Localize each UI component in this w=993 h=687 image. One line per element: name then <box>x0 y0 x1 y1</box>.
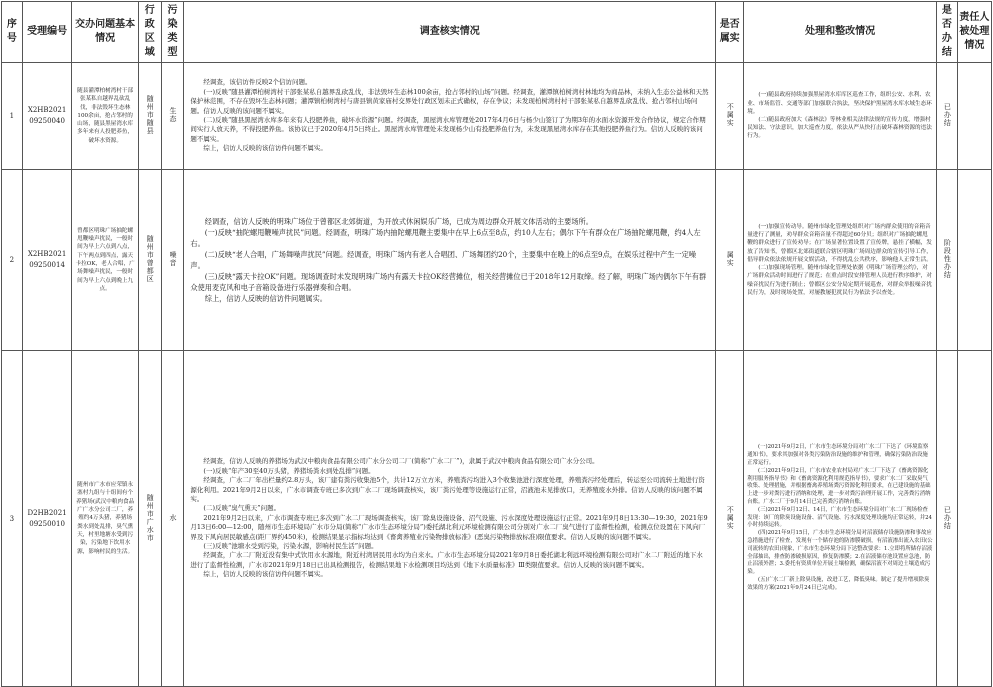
header-detail: 调查核实情况 <box>184 2 716 63</box>
type-text: 生态 <box>169 107 177 123</box>
cell-is-true <box>716 63 744 170</box>
paragraph: 经调查，广水二厂年出栏量约2.8万头，该厂建有粪污收集池5个，共计12万立方米，养殖粪污均进入3个收集池进行深度处理，养殖粪污经处理后，转运至公司流转土地进行资源化利用。2021年9月2日以来，广水市调查专班已多次到广水二厂现场调查核实，该厂粪污处理等设施运行正常，沼液池未见排放口，无养殖废水外排。信访人反映的该问题不属实。 <box>190 476 705 503</box>
cell-brief: 曾都区明珠广场抽陀螺甩鞭噪声扰民，一般时间为早上六点到八点，下午两点到四点，露天卡拉OK，老人合唱，广场舞噪声扰民，一般时间为早上六点到晚上九点。 <box>72 170 138 351</box>
case-table <box>1 1 992 687</box>
paragraph: 经调查，该信访件反映2个信访问题。 <box>203 78 312 87</box>
cell-type <box>161 170 184 351</box>
paragraph: (一)加强宣传动导。随州市绿化管理处组织对广场内群众使用的音箱音量进行了测量，劝导群众音箱音量不得超过60分贝；组织对广场抽陀螺甩鞭的群众进行了宣传劝导；在广场显著位置设置了宣传牌，悬挂了横幅，发放了告知书，曾都区北郊街道联合辖区明珠广场周边群众的宣传引导工作，倡导群众依法依规开展文娱活动，不得扰乱公共秩序，影响他人正常生活。 <box>747 224 932 263</box>
paragraph: (一)2021年9月2日，广水市生态环境分局对广水二厂下达了《环境监察通知书》，要求其加强对各类污染防治设施的维护和管理，确保污染防治设施正常运行。 <box>747 444 929 467</box>
header-seq: 序号 <box>2 2 23 63</box>
is-true-text: 不属实 <box>726 103 735 127</box>
cell-region <box>138 170 161 351</box>
cell-type <box>161 63 184 170</box>
header-type: 污染类型 <box>161 2 184 63</box>
header-resp: 责任人被处理情况 <box>957 2 991 63</box>
cell-seq: 1 <box>2 63 23 170</box>
region-text: 随州市随县 <box>146 95 155 135</box>
cell-done <box>937 170 958 351</box>
cell-done <box>937 63 958 170</box>
cell-region <box>138 63 161 170</box>
paragraph: (一)反映“年产30至40万头猪，养猪场粪水到处乱排”问题。 <box>203 466 375 475</box>
cell-done <box>937 351 958 687</box>
cell-type <box>161 351 184 687</box>
cell-detail <box>184 63 716 170</box>
cell-rectify <box>744 63 937 170</box>
cell-region <box>138 351 161 687</box>
cell-detail <box>184 170 716 351</box>
header-is-true: 是否属实 <box>716 2 744 63</box>
paragraph: (二)随县政府加大《森林法》等林业相关法律法规的宣传力度，增强村民知法、守法意识，加大巡查力度，依法从严从快打击破坏森林资源的违法行为。 <box>747 117 932 140</box>
is-true-text: 属实 <box>726 251 735 267</box>
paragraph: (一)反映“随县灌潭柏树湾村干部张某私自越界乱砍乱伐，非法毁坏生态林100余亩，抢占邻村的山场”问题。经调查，灌潭镇柏树湾村林地均为商品林，未纳入生态公益林和天然保护林范围，不存在毁坏生态林问题；灌潭镇柏树湾村与唐县镇黄家庙村交界处行政区划未正式确权，存在争议；未发现柏树湾村村干部张某私自越界乱砍乱伐、抢占邻村山场问题。信访人反映的该问题不属实。 <box>190 87 709 115</box>
cell-detail <box>184 351 716 687</box>
paragraph: 综上，信访人反映的信访件问题属实。 <box>204 294 327 303</box>
cell-seq: 2 <box>2 170 23 351</box>
paragraph: (二)2021年9月2日，广水市农业农村局对广水二厂下达了《畜禽资源化利用服务指导书》和《畜禽资源化利用规范指导书》，要求广水二厂采取臭气收集、处理措施，并根据畜禽养殖场粪污资源化利用要求，在已建设施的基础上进一步对粪污进行消纳和处理，进一步对粪污治理开展工作，完善粪污消纳台账。广水二厂于9月14日已完善粪污消纳台账。 <box>747 467 931 505</box>
cell-rectify <box>744 351 937 687</box>
paragraph: (三)2021年9月12日、14日，广水市生态环境分局对广水二厂现场检查发现：该厂的除臭设施设备、沼气设施、污水深度处理设施均正常运转，并24小时持续运转。 <box>747 506 932 529</box>
cell-rectify <box>744 170 937 351</box>
table-row <box>2 170 992 351</box>
region-text: 随州市曾都区 <box>146 235 155 283</box>
paragraph: (三)反映“露天卡拉OK”问题。现场调查时未发现明珠广场内有露天卡拉OK经营摊位，相关经营摊位已于2018年12月取缔。经了解，明珠广场内偶尔下午有群众使用麦克风和电子音箱设备进行乐器弹奏和合唱。 <box>190 272 707 292</box>
type-text: 噪音 <box>169 251 177 267</box>
header-brief: 交办问题基本情况 <box>72 2 138 63</box>
paragraph: (一)随县政府持续加强黑屋湾水库库区巡查工作，组织公安、水利、农业、市场监管、交通等部门加强联合执法，坚决保护黑屋湾水库水域生态环境。 <box>747 92 932 115</box>
region-text: 随州市广水市 <box>146 493 155 542</box>
paragraph: (三)反映“池塘水受到污染，污染水源，影响村民生活”问题。 <box>203 542 378 551</box>
paragraph: (二)加强现场管理。随州市绿化管理处依据《明珠广场管理公约》，对广场群众活动时间进行了规范；在重点时段安排管理人员进行秩序维护，对噪音扰民行为进行制止；曾都区公安分局定期开展巡查，对群众举报噪音扰民行为，及时现场处置，对屡教屡犯扰民行为依法予以查处。 <box>747 265 932 296</box>
paragraph: (二)反映“臭气熏天”问题。 <box>203 504 281 513</box>
cell-resp <box>957 63 991 170</box>
header-region: 行政区域 <box>138 2 161 63</box>
cell-resp <box>957 170 991 351</box>
table-row <box>2 351 992 687</box>
paragraph: 经调查，信访人反映的明珠广场位于曾都区北郊街道，为开放式休闲娱乐广场，已成为周边群众开展文体活动的主要场所。 <box>204 217 593 226</box>
done-text: 已办结 <box>943 505 952 530</box>
header-row <box>2 2 992 63</box>
cell-code: X2HB202109250014 <box>22 170 72 351</box>
header-done: 是否办结 <box>937 2 958 63</box>
cell-is-true <box>716 351 744 687</box>
cell-code: X2HB202109250040 <box>22 63 72 170</box>
paragraph: (一)反映“抽陀螺甩鞭噪声扰民”问题。经调查，明珠广场内抽陀螺甩鞭主要集中在早上6点至8点，约10人左右；偶尔下午有群众在广场抽陀螺甩鞭，约4人左右。 <box>190 228 701 248</box>
type-text: 水 <box>169 513 177 522</box>
paragraph: 经调查，信访人反映的养猪场为武汉中粮肉食品有限公司广水分公司二厂(简称“广水二厂”)，隶属于武汉中粮肉食品有限公司广水分公司。 <box>203 457 599 466</box>
paragraph: 综上，信访人反映的该信访件问题不属实。 <box>203 144 327 153</box>
cell-seq: 3 <box>2 351 23 687</box>
is-true-text: 不属实 <box>726 505 735 530</box>
paragraph: 综上，信访人反映的该信访件问题不属实。 <box>203 570 327 579</box>
cell-resp <box>957 351 991 687</box>
cell-brief: 随县灌潭柏树湾村干部张某私自越界乱砍乱伐，非法毁坏生态林100余亩，抢占邻村的山场，随县黑屋湾水库多年来有人投肥养鱼，破坏水资源。 <box>72 63 138 170</box>
done-text: 阶段性办结 <box>943 239 952 279</box>
header-code: 受理编号 <box>22 2 72 63</box>
table-row <box>2 63 992 170</box>
paragraph: (五)广水二厂新上除臭设施，改进工艺，降低臭味。制定了提升增项除臭效果的方案(2021年9月24日已完成)。 <box>747 576 930 591</box>
paragraph: 2021年9月2日以来，广水市调查专班已多次到广水二厂现场调查核实，该厂除臭设施设备、沼气设施、污水深度处理设施运行正常。2021年9月8日13:30—19:30，2021年9月13日6:00—12:00，随州市生态环境局广水市分局(简称“广水市生态环境分局”)委托湖北利元环境检测有限公司分别对广水二厂臭气进行了监督性检测，检测点位设置在下风向厂界及下风向居民敏感点(距厂界约450米)，检测结果显示指标均达到《畜禽养殖业污染物排放标准》(恶臭污染物排放标准)限值要求。信访人反映的该问题不属实。 <box>190 513 708 541</box>
paragraph: 经调查，广水二厂附近没有集中式饮用水水源地，附近村湾居民用水均为自来水。广水市生态环境分局2021年9月8日委托湖北利远环境检测有限公司对广水二厂附近的地下水进行了监督性检测，广水市2021年9月18日已出具检测报告，检测结果地下水检测项目均达到《地下水质量标准》Ⅲ类限值要求。信访人反映的该问题不属实。 <box>190 551 703 569</box>
paragraph: (二)反映“老人合唱，广场舞噪声扰民”问题。经调查，明珠广场内有老人合唱团、广场舞团约20个，主要集中在晚上的6点至9点，在娱乐过程中产生一定噪声。 <box>190 250 697 270</box>
cell-brief: 随州市广水市应荣镇永塞村九组与十组间有个养猪场(武汉中粮肉食品广广水分公司二厂，养殖约4万头猪，养猪场粪水到处乱排，臭气熏天，村里地塘水受到污染，污染地下饮用水源，影响村民的生活。 <box>72 351 138 687</box>
cell-is-true <box>716 170 744 351</box>
done-text: 已办结 <box>943 103 952 127</box>
header-rectify: 处理和整改情况 <box>744 2 937 63</box>
paragraph: (四)2021年9月15日，广水市生态环境分局对沼液储存设施防渗和事故应急措施进行了检查，发现有一个储存池的防渗膜破损，有沼液渗出流入农田(公司流转的农田)现象，广水市生态环境分局下达整改要求：1.立即将所储存沼液全部抽出，排查防渗破损原因，修复防渗膜；2.在沼液储存池设置应急池，防止沼液外泄；3.委托有资质单位开展土壤检测，确保沼液不对周边土壤造成污染。 <box>747 530 933 576</box>
paragraph: (二)反映“随县黑屋湾水库多年来有人投肥养鱼，破坏水资源”问题。经调查，黑屋湾水库管理处2017年4月6日与杨少山签订了为期3年的水面水资源开发合作协议，规定合作期间实行人放天养，不得投肥养鱼。该协议已于2020年4月5日终止。黑屋湾水库管理处未发现杨少山有投肥养鱼行为，未发现黑屋湾水库存在其他投肥养鱼行为。信访人反映的该问题不属实。 <box>190 116 706 143</box>
cell-code: D2HB202109250010 <box>22 351 72 687</box>
